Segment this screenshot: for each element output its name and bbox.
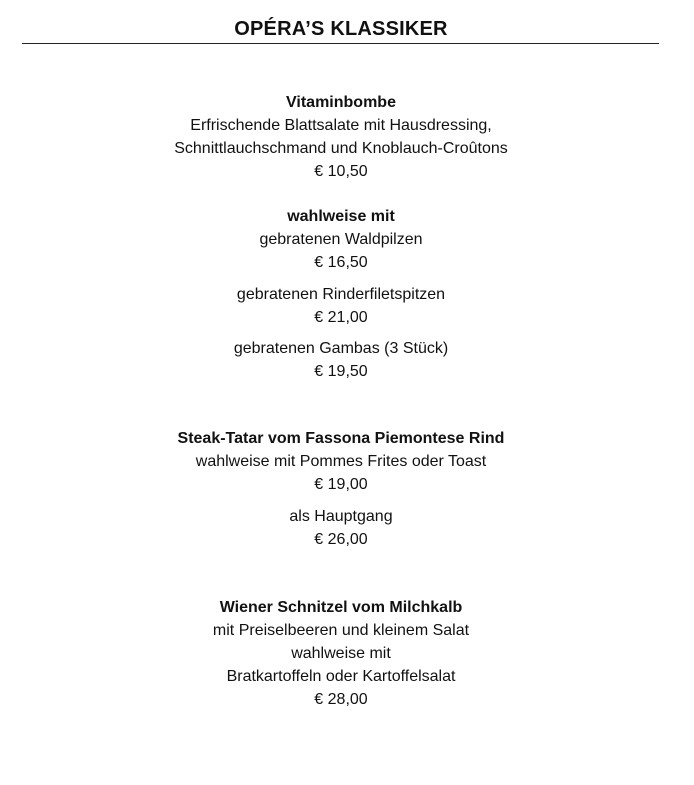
dish-price: € 19,00: [314, 476, 368, 493]
dish-description: wahlweise mit: [291, 645, 391, 662]
variant-label: als Hauptgang: [289, 508, 393, 525]
addon-options: [0, 205, 682, 274]
addon-price: € 21,00: [314, 309, 368, 326]
dish-description: Erfrischende Blattsalate mit Hausdressing,: [190, 117, 492, 134]
page-title: OPÉRA’S KLASSIKER: [234, 18, 448, 40]
addon-heading: wahlweise mit: [287, 208, 395, 225]
dish-price: € 10,50: [314, 163, 368, 180]
dish-price: € 28,00: [314, 691, 368, 708]
addon-label: gebratenen Gambas (3 Stück): [233, 340, 449, 357]
title-divider: [22, 43, 659, 44]
dish-variant-main: [0, 505, 682, 551]
dish-name: Wiener Schnitzel vom Milchkalb: [219, 599, 463, 616]
dish-wiener-schnitzel: [0, 596, 682, 711]
dish-description: mit Preiselbeeren und kleinem Salat: [212, 622, 470, 639]
dish-name: Vitaminbombe: [286, 94, 396, 111]
addon-label: gebratenen Rinderfiletspitzen: [236, 286, 446, 303]
addon-option: [0, 337, 682, 383]
addon-price: € 16,50: [314, 254, 368, 271]
dish-description: wahlweise mit Pommes Frites oder Toast: [195, 453, 487, 470]
addon-label: gebratenen Waldpilzen: [259, 231, 423, 248]
addon-price: € 19,50: [314, 363, 368, 380]
variant-price: € 26,00: [314, 531, 368, 548]
dish-vitaminbombe: [0, 91, 682, 183]
addon-option: [0, 283, 682, 329]
dish-name: Steak-Tatar vom Fassona Piemontese Rind: [177, 430, 505, 447]
dish-description: Schnittlauchschmand und Knoblauch-Croûtons: [174, 140, 508, 157]
dish-steak-tatar: [0, 427, 682, 496]
dish-description: Bratkartoffeln oder Kartoffelsalat: [226, 668, 456, 685]
